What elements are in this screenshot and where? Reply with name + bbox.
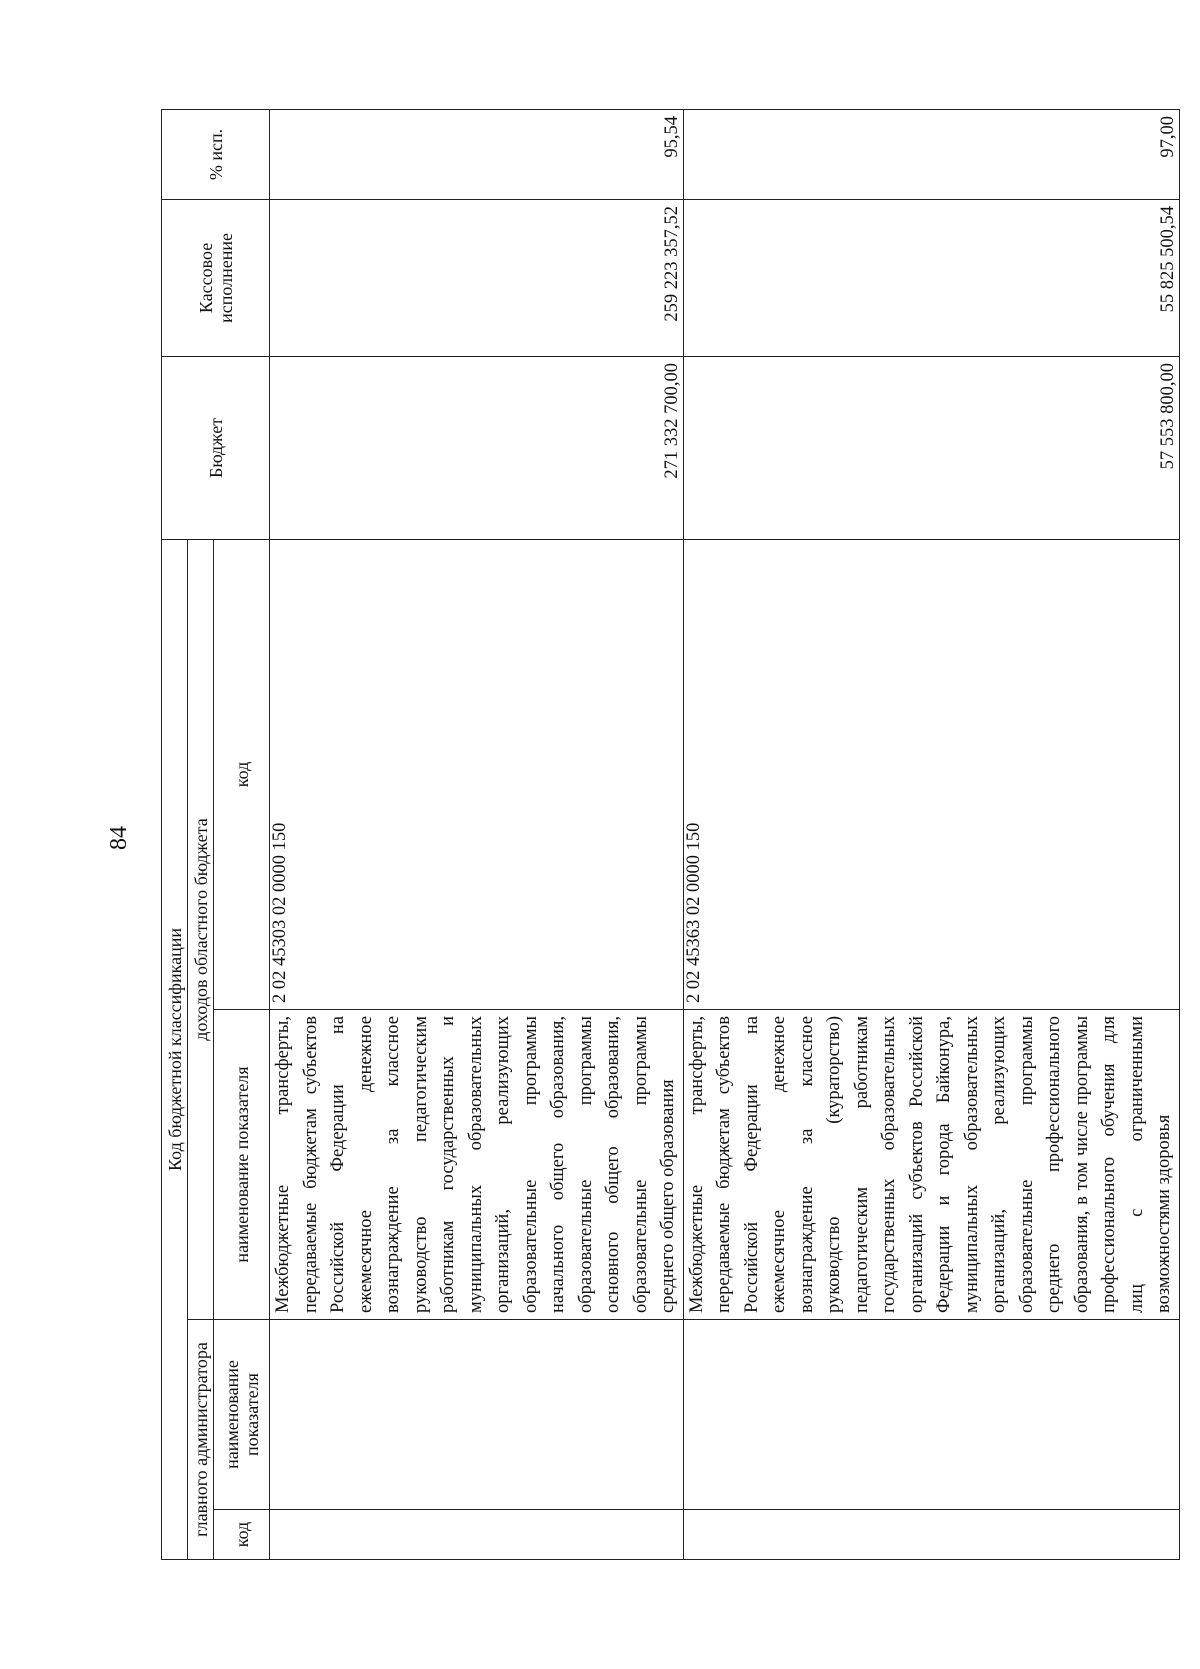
header-admin-name: наименование показателя [214, 1320, 270, 1510]
header-percent: % исп. [162, 109, 270, 199]
row-execution: 55 825 500,54 [683, 199, 1179, 356]
table-row [683, 109, 1179, 1559]
row-admin-code [270, 1510, 684, 1560]
header-regional-income: доходов областного бюджета [188, 539, 214, 1319]
table-row [270, 109, 684, 1559]
row-budget: 271 332 700,00 [270, 356, 684, 539]
header-chief-admin: главного администратора [188, 1320, 214, 1560]
header-income-name: наименование показателя [214, 1010, 270, 1320]
row-execution: 259 223 357,52 [270, 199, 684, 356]
header-classification: Код бюджетной классификации [162, 539, 188, 1559]
row-name: Межбюджетные трансферты, передаваемые бюджетам субъектов Российской Федерации на ежемесячное денежное вознаграждение за классное руководство педагогическим работникам государственных и муниципальных образовательных организаций, реализующих образовательные программы начального общего образования, образовательные программы основного общего образования, образовательные программы среднего общего образования [270, 1010, 684, 1320]
row-percent: 97,00 [683, 109, 1179, 199]
header-budget: Бюджет [162, 356, 270, 539]
row-admin-name [270, 1320, 684, 1510]
header-income-code: код [214, 539, 270, 1009]
header-execution: Кассовое исполнение [162, 199, 270, 356]
row-admin-code [683, 1510, 1179, 1560]
row-code: 2 02 45303 02 0000 150 [270, 539, 684, 1009]
row-budget: 57 553 800,00 [683, 356, 1179, 539]
row-percent: 95,54 [270, 109, 684, 199]
row-name: Межбюджетные трансферты, передаваемые бюджетам субъектов Российской Федерации на ежемесячное денежное вознаграждение за классное руководство (кураторство) педагогическим работникам государственных образовательных организаций субъектов Российской Федерации и города Байконура, муниципальных образовательных организаций, реализующих образовательные программы среднего профессионального образования, в том числе программы профессионального обучения для лиц с ограниченными возможностями здоровья [683, 1010, 1179, 1320]
budget-table [161, 109, 1180, 1560]
row-code: 2 02 45363 02 0000 150 [683, 539, 1179, 1009]
page-number: 84 [106, 826, 132, 850]
row-admin-name [683, 1320, 1179, 1510]
rotated-table-wrapper [161, 110, 1178, 1560]
header-admin-code: код [214, 1510, 270, 1560]
